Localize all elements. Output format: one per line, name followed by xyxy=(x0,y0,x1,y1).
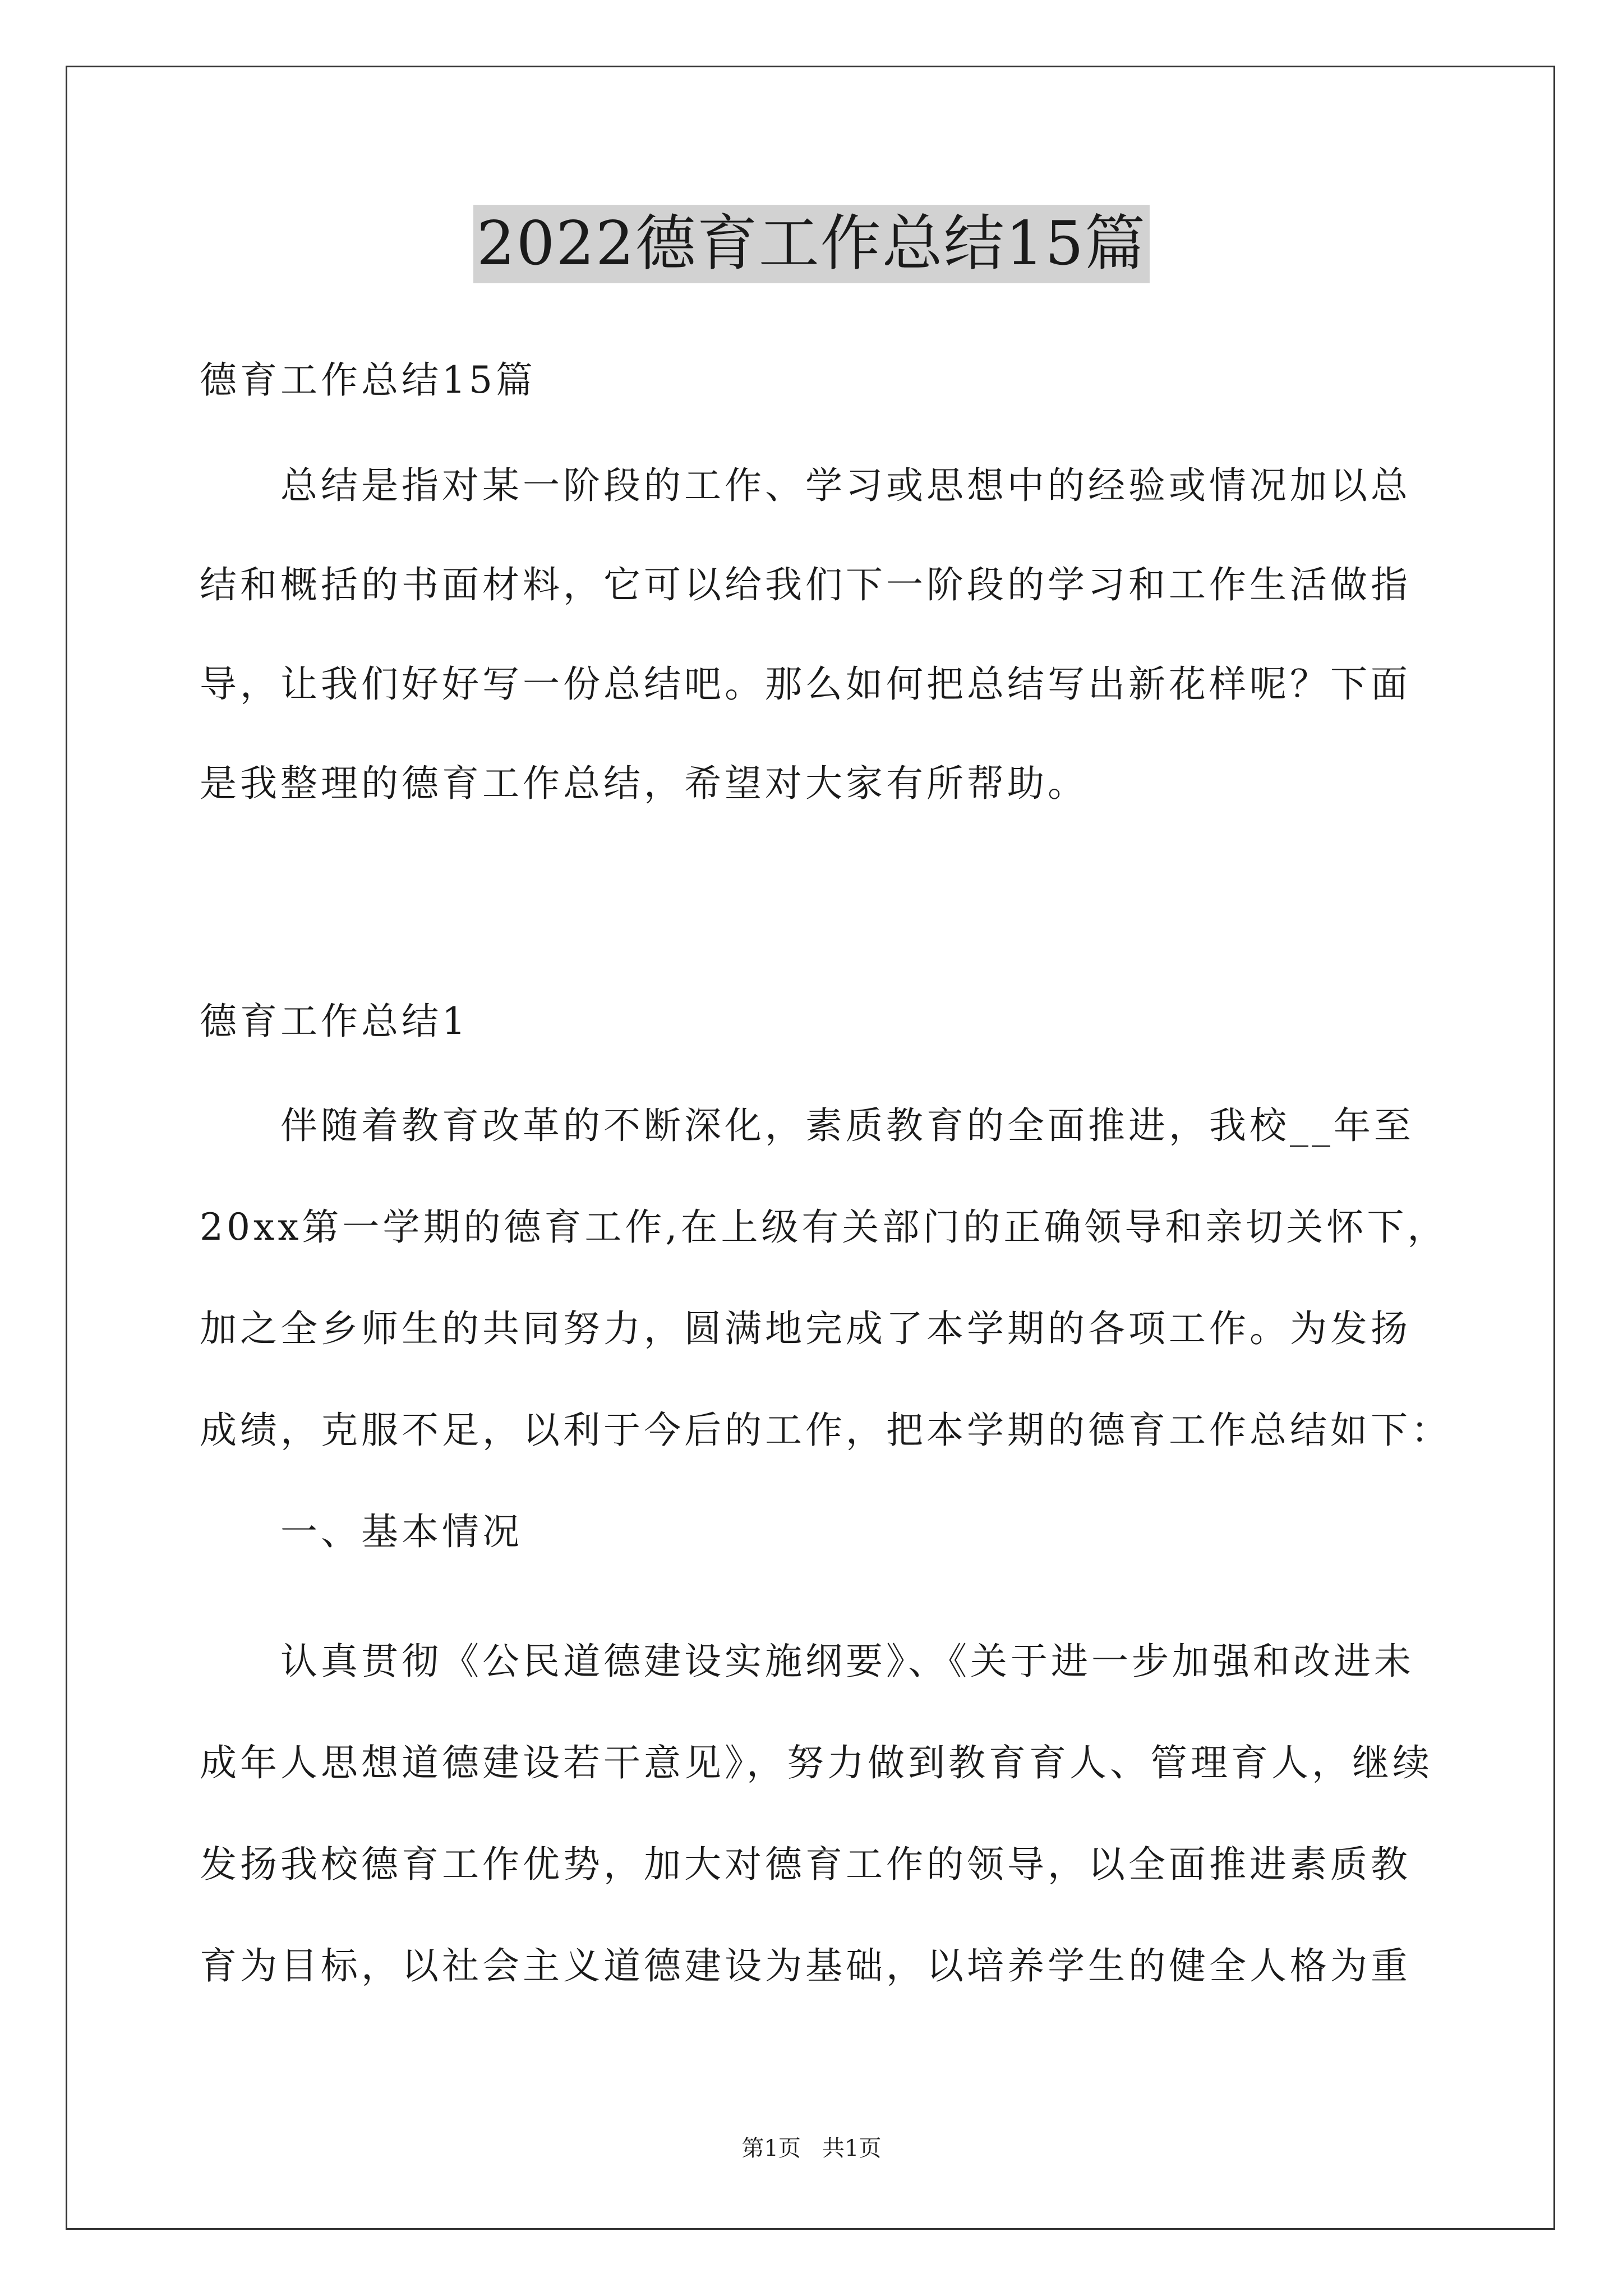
subheading: 一、基本情况 xyxy=(280,1510,523,1553)
intro-line: 结和概括的书面材料，它可以给我们下一阶段的学习和工作生活做指 xyxy=(200,563,1411,606)
paragraph-line: 认真贯彻《公民道德建设实施纲要》、《关于进一步加强和改进未 xyxy=(280,1640,1414,1683)
paragraph-line: 加之全乡师生的共同努力，圆满地完成了本学期的各项工作。为发扬 xyxy=(200,1307,1411,1350)
paragraph-line: 发扬我校德育工作优势，加大对德育工作的领导，以全面推进素质教 xyxy=(200,1843,1411,1886)
page-footer: 第1页 共1页 xyxy=(741,2136,882,2161)
paragraph-line: 成年人思想道德建设若干意见》，努力做到教育育人、管理育人，继续 xyxy=(200,1741,1433,1784)
section-heading: 德育工作总结1 xyxy=(200,1000,469,1043)
subtitle: 德育工作总结15篇 xyxy=(200,358,536,402)
intro-line: 导，让我们好好写一份总结吧。那么如何把总结写出新花样呢？下面 xyxy=(200,662,1411,706)
paragraph-line: 育为目标，以社会主义道德建设为基础，以培养学生的健全人格为重 xyxy=(200,1944,1411,1987)
intro-line: 是我整理的德育工作总结，希望对大家有所帮助。 xyxy=(200,762,1088,805)
document-title: 2022德育工作总结15篇 xyxy=(473,205,1150,283)
paragraph-line: 成绩，克服不足，以利于今后的工作，把本学期的德育工作总结如下： xyxy=(200,1409,1451,1452)
intro-line: 总结是指对某一阶段的工作、学习或思想中的经验或情况加以总 xyxy=(280,464,1411,507)
paragraph-line: 伴随着教育改革的不断深化，素质教育的全面推进，我校__年至 xyxy=(280,1104,1414,1147)
paragraph-line: 20xx第一学期的德育工作,在上级有关部门的正确领导和亲切关怀下， xyxy=(200,1205,1448,1249)
title-block xyxy=(0,205,1623,283)
